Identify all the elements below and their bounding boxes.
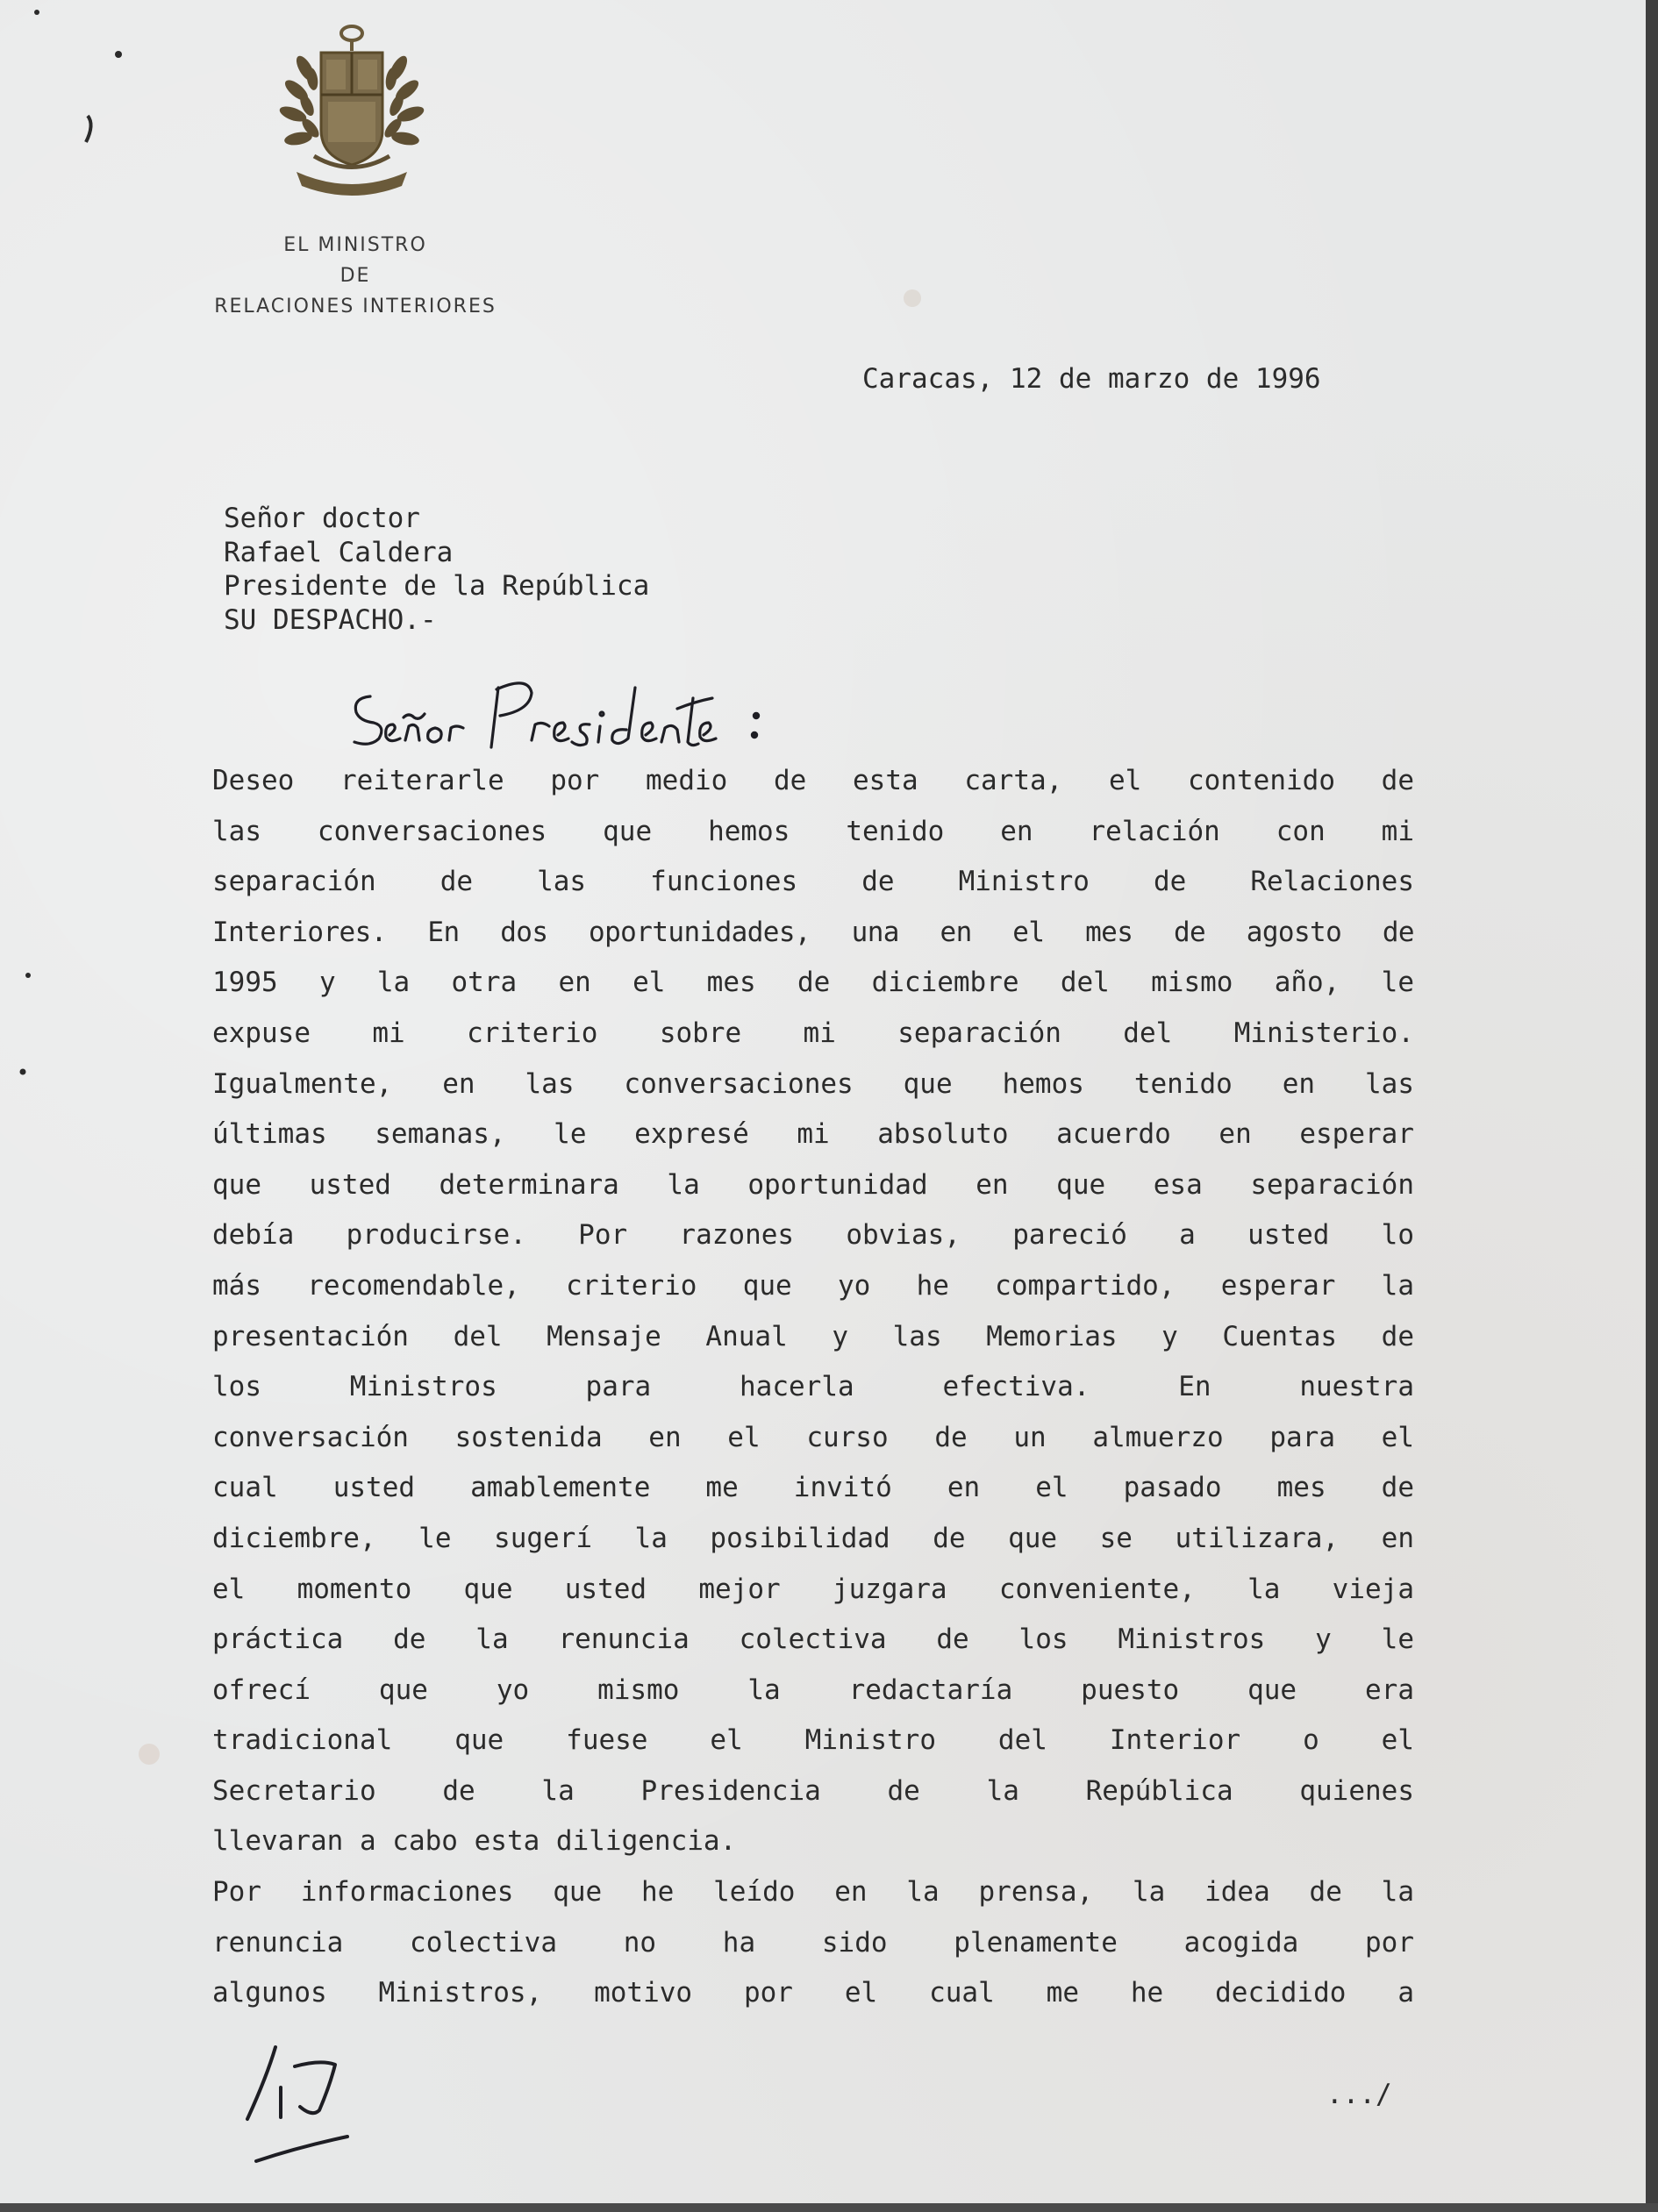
recipient-line-2: Rafael Caldera bbox=[224, 536, 454, 568]
recipient-line-4: SU DESPACHO.- bbox=[224, 603, 437, 636]
body-line-23: Por informaciones que he leído en la prensa, la idea de la bbox=[212, 1876, 1414, 1909]
body-line-15: cual usted amablemente me invitó en el pasado mes de bbox=[212, 1472, 1414, 1504]
letterhead-line-2: DE bbox=[339, 265, 371, 287]
handwritten-initials bbox=[237, 2033, 377, 2173]
letterhead bbox=[193, 230, 518, 322]
recipient-block bbox=[224, 502, 649, 637]
body-line-6: expuse mi criterio sobre mi separación del Ministerio. bbox=[212, 1017, 1414, 1049]
body-line-14: conversación sostenida en el curso de un almuerzo para el bbox=[212, 1421, 1414, 1453]
body-line-18: práctica de la renuncia colectiva de los Ministros y le bbox=[212, 1623, 1414, 1656]
recipient-line-1: Señor doctor bbox=[224, 503, 420, 534]
body-line-19: ofrecí que yo mismo la redactaría puesto que era bbox=[212, 1673, 1414, 1706]
body-line-10: debía producirse. Por razones obvias, pareció a usted lo bbox=[212, 1219, 1414, 1252]
body-line-12: presentación del Mensaje Anual y las Memorias y Cuentas de bbox=[212, 1320, 1414, 1352]
body-line-5: 1995 y la otra en el mes de diciembre del mismo año, le bbox=[212, 967, 1414, 999]
body-line-2: las conversaciones que hemos tenido en relación con mi bbox=[212, 815, 1414, 847]
body-line-1: Deseo reiterarle por medio de esta carta, el contenido de bbox=[212, 765, 1414, 796]
handwritten-salutation bbox=[344, 663, 905, 760]
scan-edge-bottom bbox=[0, 2203, 1658, 2212]
letter-date: Caracas, 12 de marzo de 1996 bbox=[862, 363, 1321, 395]
body-line-20: tradicional que fuese el Ministro del Interior o el bbox=[212, 1724, 1414, 1757]
recipient-line-3: Presidente de la República bbox=[224, 570, 650, 602]
body-line-9: que usted determinara la oportunidad en que esa separación bbox=[212, 1168, 1414, 1201]
continuation-mark: .../ bbox=[1326, 2079, 1392, 2110]
body-line-7: Igualmente, en las conversaciones que hemos tenido en las bbox=[212, 1067, 1414, 1100]
letterhead-line-1: EL MINISTRO bbox=[283, 234, 427, 256]
body-line-3: separación de las funciones de Ministro de Relaciones bbox=[212, 866, 1414, 898]
body-line-22: llevaran a cabo esta diligencia. bbox=[212, 1825, 737, 1858]
body-line-25: algunos Ministros, motivo por el cual me he decidido a bbox=[212, 1977, 1414, 2009]
letterhead-line-3: RELACIONES INTERIORES bbox=[214, 296, 497, 318]
body-line-21: Secretario de la Presidencia de la República quienes bbox=[212, 1774, 1414, 1807]
body-line-8: últimas semanas, le expresé mi absoluto acuerdo en esperar bbox=[212, 1118, 1414, 1151]
body-line-24: renuncia colectiva no ha sido plenamente acogida por bbox=[212, 1926, 1414, 1959]
body-line-17: el momento que usted mejor juzgara conveniente, la vieja bbox=[212, 1573, 1414, 1605]
coat-of-arms-seal bbox=[270, 25, 433, 202]
body-line-11: más recomendable, criterio que yo he compartido, esperar la bbox=[212, 1269, 1414, 1302]
scan-edge-right bbox=[1646, 0, 1658, 2212]
body-line-13: los Ministros para hacerla efectiva. En nuestra bbox=[212, 1371, 1414, 1403]
body-line-16: diciembre, le sugerí la posibilidad de que se utilizara, en bbox=[212, 1522, 1414, 1554]
body-line-4: Interiores. En dos oportunidades, una en el mes de agosto de bbox=[212, 916, 1414, 948]
letter-body bbox=[212, 756, 1414, 2019]
